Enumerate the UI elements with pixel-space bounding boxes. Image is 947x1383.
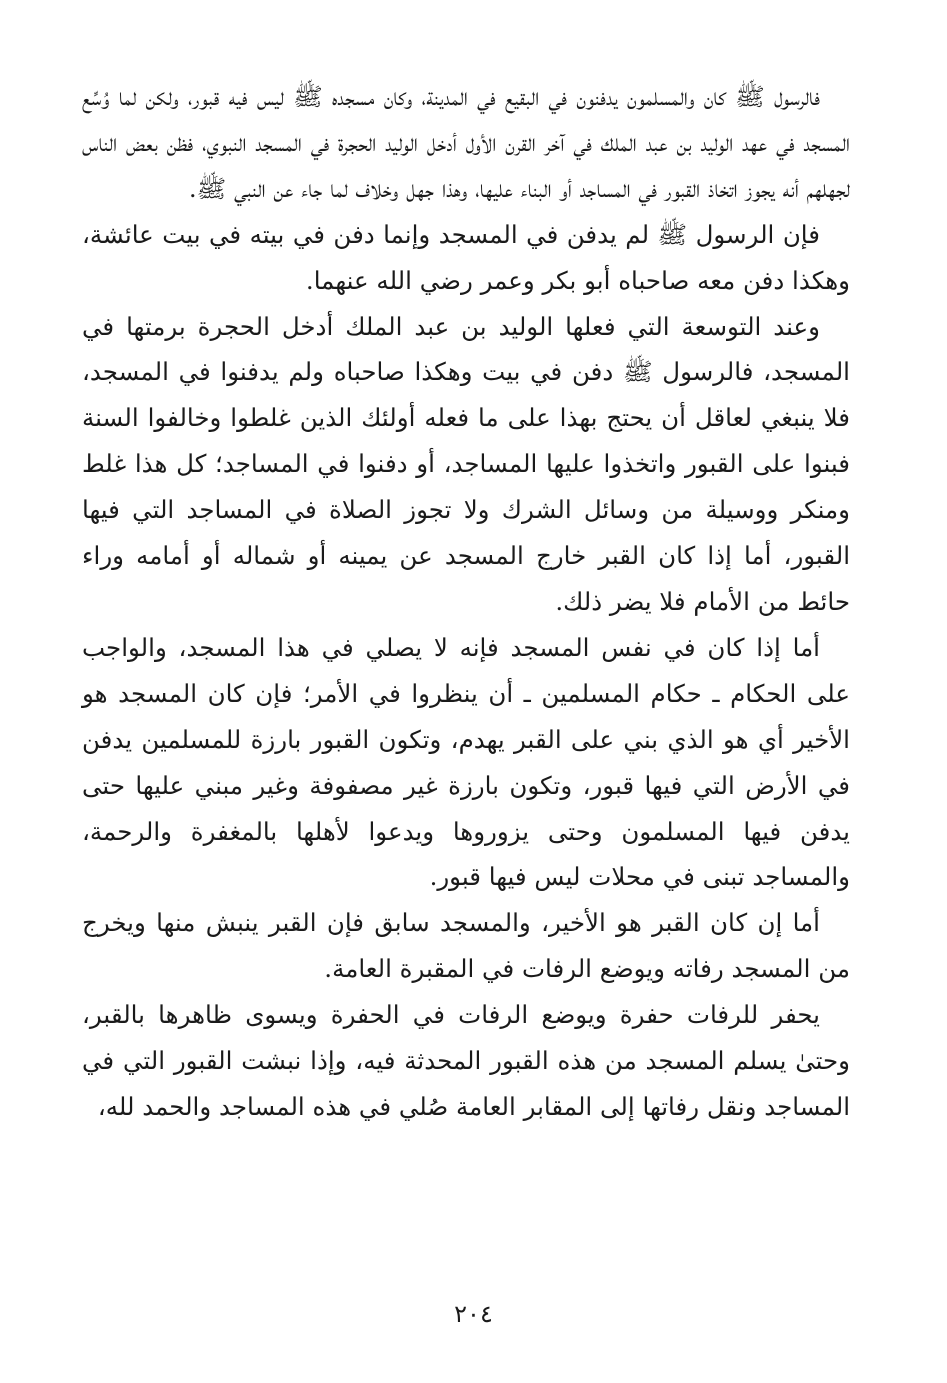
paragraph-3: وعند التوسعة التي فعلها الوليد بن عبد الملك أدخل الحجرة برمتها في المسجد، فالرسول ﷺ دفن في بيت وهكذا صاحباه ولم يدفنوا في المسجد، فلا ينبغي لعاقل أن يحتج بهذا على ما فعله أولئك الذين غلطوا وخالفوا السنة فبنوا على القبور واتخذوا عليها المساجد، أو دفنوا في المساجد؛ كل هذا غلط ومنكر ووسيلة من وسائل الشرك ولا تجوز الصلاة في المساجد التي فيها القبور، أما إذا كان القبر خارج المسجد عن يمينه أو شماله أو أمامه وراء حائط من الأمام فلا يضر ذلك.	[82, 311, 850, 616]
paragraph-2: فإن الرسول ﷺ لم يدفن في المسجد وإنما دفن في بيته في بيت عائشة، وهكذا دفن معه صاحباه أبو بكر وعمر رضي الله عنهما.	[82, 219, 850, 295]
paragraph-4: أما إذا كان في نفس المسجد فإنه لا يصلي في هذا المسجد، والواجب على الحكام ـ حكام المسلمين ـ أن ينظروا في الأمر؛ فإن كان المسجد هو الأخير أي هو الذي بني على القبر يهدم، وتكون القبور بارزة للمسلمين يدفن في الأرض التي فيها قبور، وتكون بارزة غير مصفوفة وغير مبني عليها حتى يدفن فيها المسلمون وحتى يزوروها ويدعوا لأهلها بالمغفرة والرحمة، والمساجد تبنى في محلات ليس فيها قبور.	[82, 632, 850, 892]
paragraph-5: أما إن كان القبر هو الأخير، والمسجد سابق فإن القبر ينبش منها ويخرج من المسجد رفاته ويوضع الرفات في المقبرة العامة.	[82, 908, 850, 984]
body-text	[82, 74, 850, 1130]
paragraph-6: يحفر للرفات حفرة ويوضع الرفات في الحفرة ويسوى ظاهرها بالقبر، وحتىٰ يسلم المسجد من هذه القبور المحدثة فيه، وإذا نبشت القبور التي في المساجد ونقل رفاتها إلى المقابر العامة صُلي في هذه المساجد والحمد لله،	[82, 1000, 850, 1121]
paragraph-1: فالرسول ﷺ كان والمسلمون يدفنون في البقيع في المدينة، وكان مسجده ﷺ ليس فيه قبور، ولكن لما وُسِّع المسجد في عهد الوليد بن عبد الملك في آخر القرن الأول أدخل الوليد الحجرة في المسجد النبوي، فظن بعض الناس لجهلهم أنه يجوز اتخاذ القبور في المساجد أو البناء عليها، وهذا جهل وخلاف لما جاء عن النبي ﷺ.	[82, 82, 850, 203]
page-number: ٢٠٤	[454, 1300, 493, 1328]
